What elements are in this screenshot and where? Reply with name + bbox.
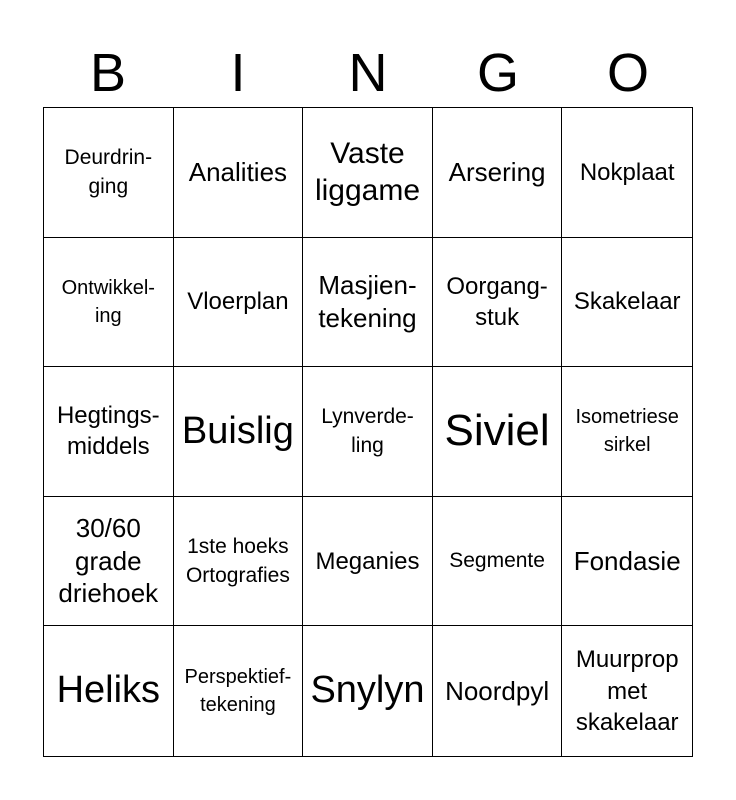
bingo-cell-r4c2[interactable] <box>174 497 304 627</box>
header-letter-g: G <box>476 43 519 103</box>
bingo-cell-r1c2[interactable] <box>174 108 304 238</box>
cell-text: Fondasie <box>573 545 681 576</box>
bingo-cell-r5c1[interactable] <box>44 626 174 756</box>
cell-text: Oorgang- stuk <box>446 272 548 331</box>
header-letter-n: N <box>348 43 388 103</box>
bingo-cell-r5c2[interactable] <box>174 626 304 756</box>
cell-text: 30/60 grade driehoek <box>58 513 159 609</box>
header-letter-o: O <box>606 43 649 103</box>
cell-text: 1ste hoeks Ortografies <box>185 534 290 588</box>
cell-text: Skakelaar <box>573 288 681 316</box>
bingo-cell-r4c3[interactable] <box>303 497 433 627</box>
cell-text: Arsering <box>448 157 546 188</box>
bingo-cell-r5c5[interactable] <box>562 626 692 756</box>
cell-text: Snylyn <box>310 669 425 712</box>
header-letter-b: B <box>89 43 127 103</box>
bingo-cell-r2c1[interactable] <box>44 238 174 368</box>
bingo-cell-r3c5[interactable] <box>562 367 692 497</box>
bingo-cell-r2c5[interactable] <box>562 238 692 368</box>
bingo-cell-r1c3[interactable] <box>303 108 433 238</box>
cell-text: Vloerplan <box>187 288 289 316</box>
bingo-cell-r1c1[interactable] <box>44 108 174 238</box>
cell-text: Buislig <box>181 409 294 452</box>
bingo-cell-r4c5[interactable] <box>562 497 692 627</box>
bingo-cell-r5c3[interactable] <box>303 626 433 756</box>
cell-text: Analities <box>188 157 288 188</box>
cell-text: Muurprop met skakelaar <box>575 646 679 736</box>
bingo-cell-r4c1[interactable] <box>44 497 174 627</box>
cell-text: Lynverde- ling <box>321 405 414 458</box>
bingo-cell-r2c3[interactable] <box>303 238 433 368</box>
cell-text: Noordpyl <box>445 675 550 706</box>
bingo-cell-r3c2[interactable] <box>174 367 304 497</box>
cell-text: Meganies <box>315 547 420 575</box>
cell-text: Hegtings- middels <box>56 402 160 461</box>
cell-text: Vaste liggame <box>314 136 421 208</box>
cell-text: Perspektief- tekening <box>184 666 292 717</box>
header-letter-i: I <box>230 43 246 103</box>
cell-text: Siviel <box>444 406 550 456</box>
cell-text: Ontwikkel- ing <box>61 276 155 327</box>
bingo-header <box>43 40 693 106</box>
cell-text: Heliks <box>56 669 161 712</box>
bingo-cell-r4c4[interactable] <box>433 497 563 627</box>
bingo-cell-r2c4[interactable] <box>433 238 563 368</box>
bingo-cell-r5c4[interactable] <box>433 626 563 756</box>
bingo-cell-r3c1[interactable] <box>44 367 174 497</box>
bingo-cell-r3c4[interactable] <box>433 367 563 497</box>
cell-text: Isometriese sirkel <box>575 406 679 457</box>
cell-text: Segmente <box>449 549 545 573</box>
bingo-cell-r1c5[interactable] <box>562 108 692 238</box>
bingo-cell-r2c2[interactable] <box>174 238 304 368</box>
cell-text: Masjien- tekening <box>318 270 417 333</box>
bingo-cell-r1c4[interactable] <box>433 108 563 238</box>
cell-text: Deurdrin- ging <box>64 145 153 199</box>
bingo-board <box>43 107 693 757</box>
cell-text: Nokplaat <box>579 158 675 186</box>
bingo-cell-r3c3[interactable] <box>303 367 433 497</box>
